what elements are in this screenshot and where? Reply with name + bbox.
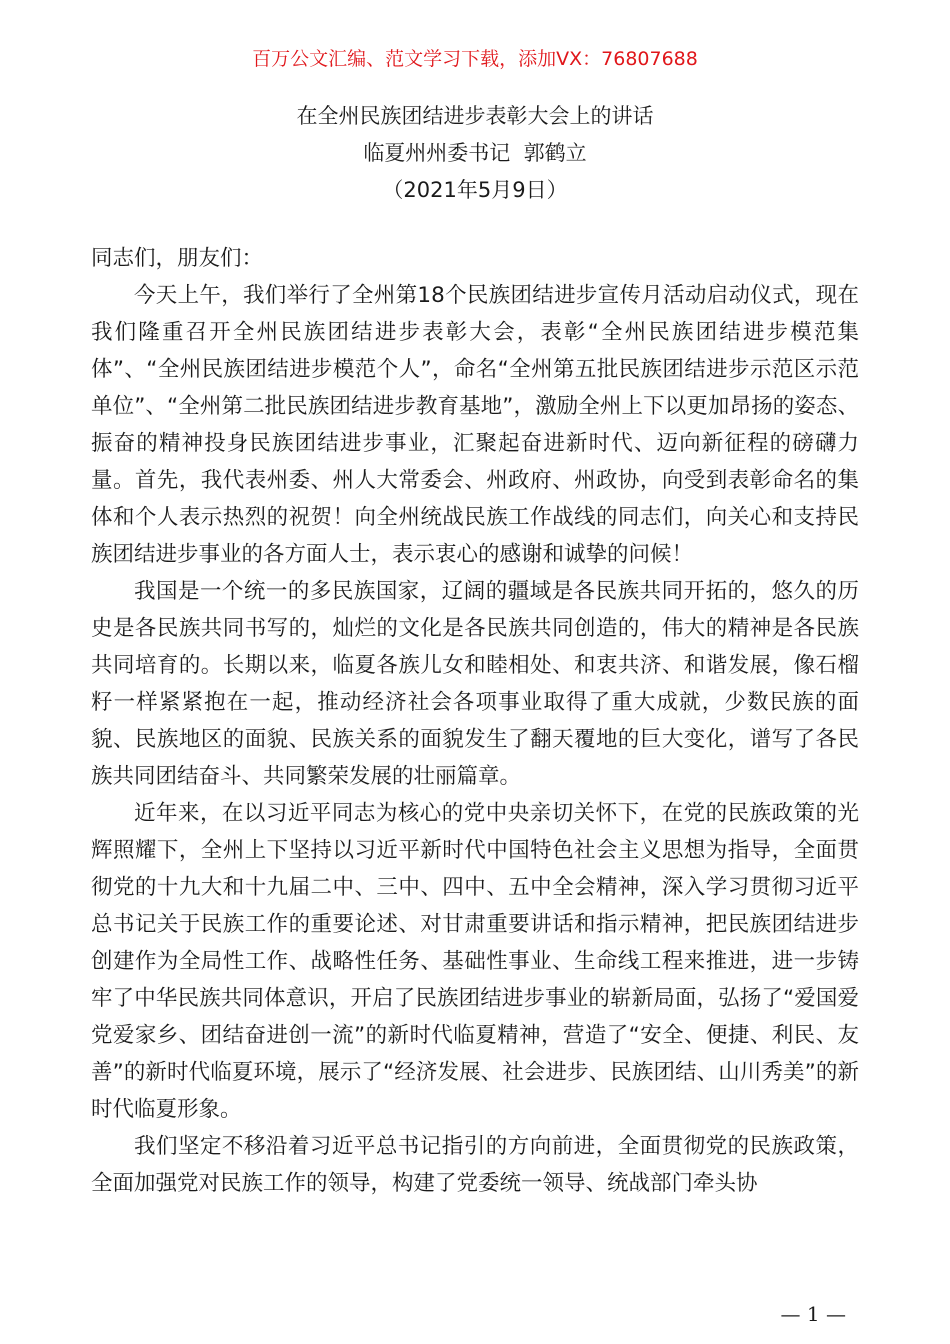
body-paragraph: 我们坚定不移沿着习近平总书记指引的方向前进，全面贯彻党的民族政策，全面加强党对民族工作的领导，构建了党委统一领导、统战部门牵头协 <box>91 1134 859 1196</box>
document-title: 在全州民族团结进步表彰大会上的讲话 <box>296 104 654 128</box>
document-header <box>0 98 950 209</box>
body-paragraph: 近年来，在以习近平同志为核心的党中央亲切关怀下，在党的民族政策的光辉照耀下，全州上下坚持以习近平新时代中国特色社会主义思想为指导，全面贯彻党的十九大和十九届二中、三中、四中、五中全会精神，深入学习贯彻习近平总书记关于民族工作的重要论述、对甘肃重要讲话和指示精神，把民族团结进步创建作为全局性工作、战略性任务、基础性事业、生命线工程来推进，进一步铸牢了中华民族共同体意识，开启了民族团结进步事业的崭新局面，弘扬了“爱国爱党爱家乡、团结奋进创一流”的新时代临夏精神，营造了“安全、便捷、利民、友善”的新时代临夏环境，展示了“经济发展、社会进步、民族团结、山川秀美”的新时代临夏形象。 <box>91 801 859 1122</box>
salutation: 同志们，朋友们： <box>91 246 264 271</box>
body-paragraph: 我国是一个统一的多民族国家，辽阔的疆域是各民族共同开拓的，悠久的历史是各民族共同书写的，灿烂的文化是各民族共同创造的，伟大的精神是各民族共同培育的。长期以来，临夏各族儿女和睦相处、和衷共济、和谐发展，像石榴籽一样紧紧抱在一起，推动经济社会各项事业取得了重大成就，少数民族的面貌、民族地区的面貌、民族关系的面貌发生了翻天覆地的巨大变化，谱写了各民族共同团结奋斗、共同繁荣发展的壮丽篇章。 <box>91 579 859 789</box>
document-body <box>91 240 859 1202</box>
document-author: 临夏州州委书记 郭鹤立 <box>363 141 587 165</box>
promo-banner: 百万公文汇编、范文学习下载，添加VX：76807688 <box>252 48 698 70</box>
document-date: （2021年5月9日） <box>382 178 568 202</box>
body-paragraph: 今天上午，我们举行了全州第18个民族团结进步宣传月活动启动仪式，现在我们隆重召开全州民族团结进步表彰大会，表彰“全州民族团结进步模范集体”、“全州民族团结进步模范个人”，命名“全州第五批民族团结进步示范区示范单位”、“全州第二批民族团结进步教育基地”，激励全州上下以更加昂扬的姿态、振奋的精神投身民族团结进步事业，汇聚起奋进新时代、迈向新征程的磅礴力量。首先，我代表州委、州人大常委会、州政府、州政协，向受到表彰命名的集体和个人表示热烈的祝贺！向全州统战民族工作战线的同志们，向关心和支持民族团结进步事业的各方面人士，表示衷心的感谢和诚挚的问候！ <box>91 283 859 567</box>
page-number: — 1 — <box>780 1302 846 1326</box>
